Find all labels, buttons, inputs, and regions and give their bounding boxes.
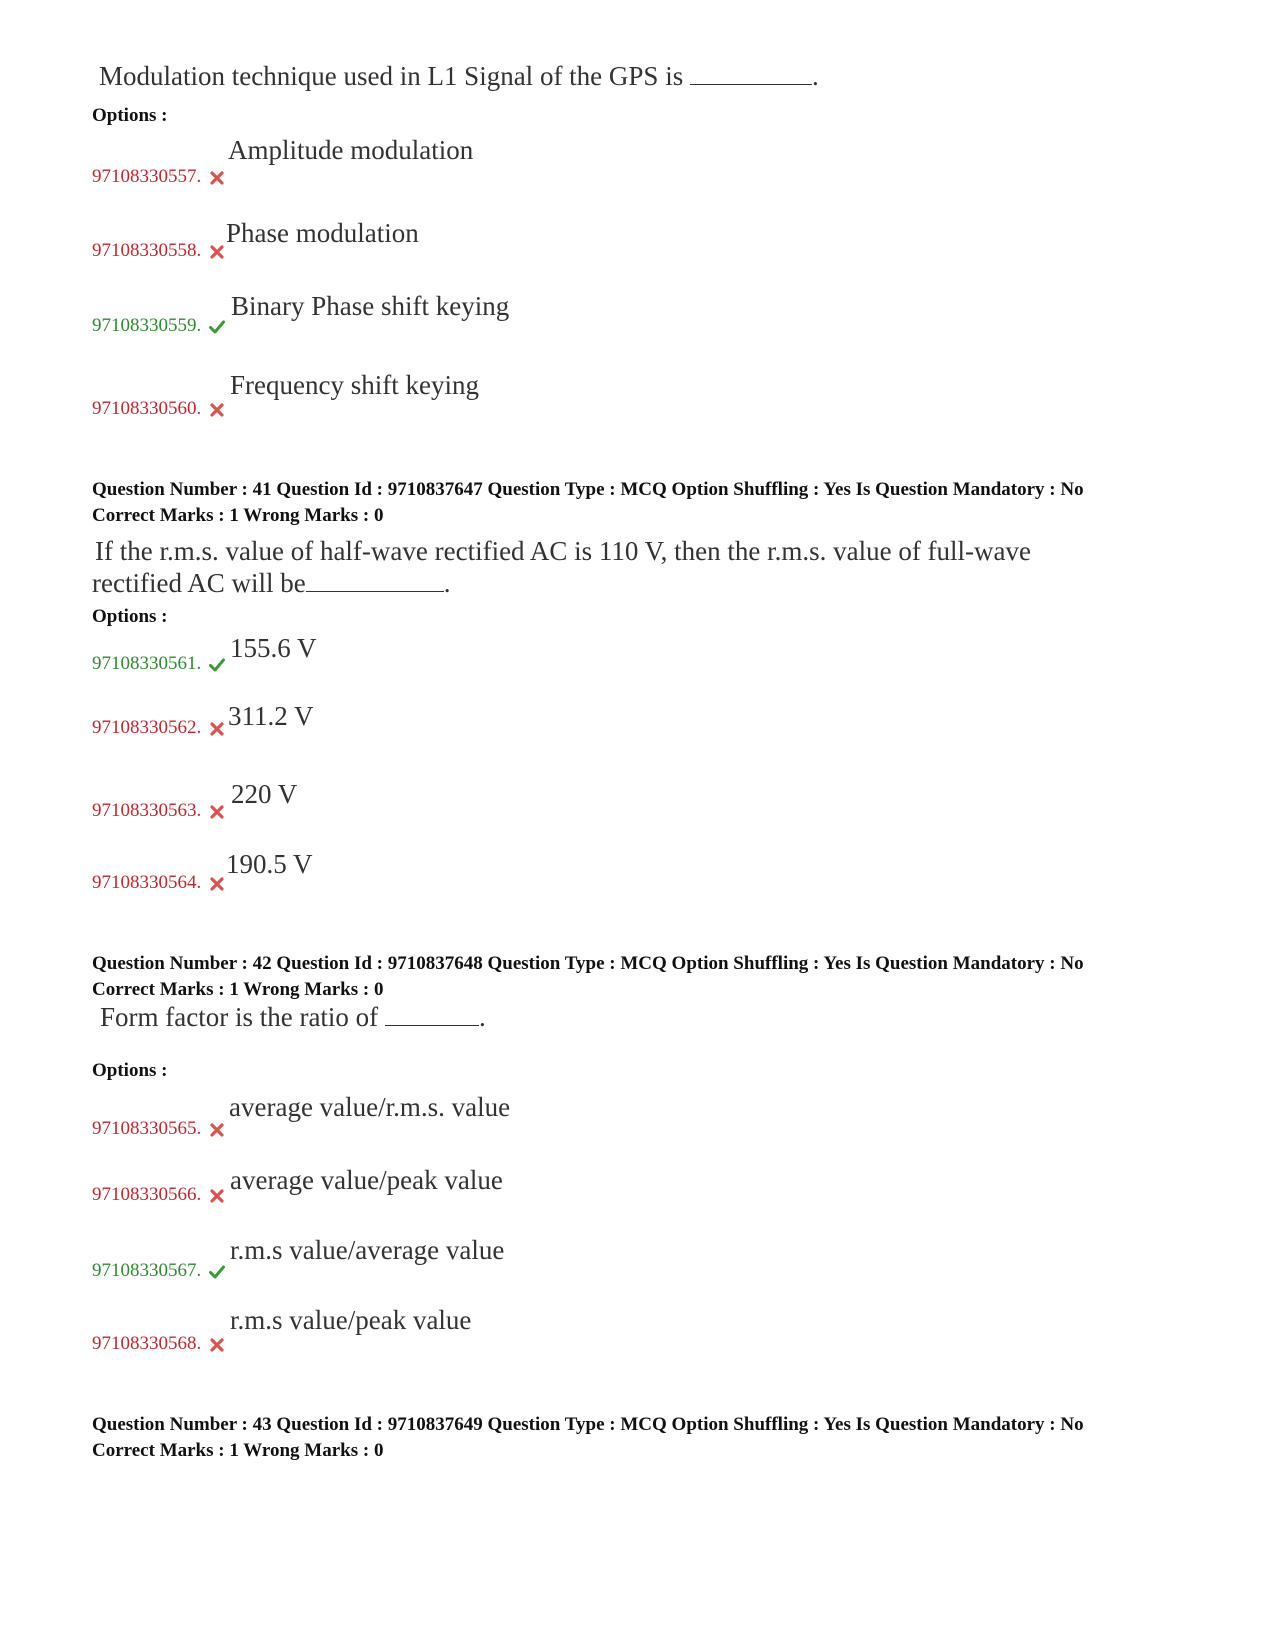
option-text: r.m.s value/peak value — [230, 1305, 472, 1335]
question-42-text — [100, 1001, 486, 1034]
question-42-stem: Form factor is the ratio of — [100, 1002, 379, 1032]
wrong-x-icon — [209, 876, 225, 892]
option-row — [92, 1260, 225, 1282]
question-end-mark: . — [443, 568, 451, 598]
option-id: 97108330564. — [92, 872, 202, 893]
option-row — [92, 398, 225, 420]
option-id: 97108330566. — [92, 1184, 202, 1205]
option-text: average value/r.m.s. value — [229, 1092, 511, 1122]
option-row — [92, 653, 225, 675]
question-42-meta — [92, 951, 1084, 1003]
wrong-x-icon — [209, 804, 225, 820]
option-text: 311.2 V — [228, 701, 314, 731]
option-row — [92, 1333, 225, 1355]
wrong-x-icon — [209, 1122, 225, 1138]
wrong-x-icon — [209, 721, 225, 737]
option-row — [92, 166, 225, 188]
options-label: Options : — [92, 1060, 168, 1081]
option-text: Binary Phase shift keying — [231, 291, 510, 321]
option-row — [92, 315, 225, 337]
option-row — [92, 800, 225, 822]
option-text: 190.5 V — [226, 849, 313, 879]
question-40-text — [99, 60, 819, 93]
options-label: Options : — [92, 105, 168, 126]
option-id: 97108330567. — [92, 1260, 202, 1281]
question-43-meta — [92, 1412, 1084, 1464]
answer-blank — [306, 567, 444, 592]
option-row — [92, 872, 225, 894]
options-label: Options : — [92, 606, 168, 627]
wrong-x-icon — [209, 170, 225, 186]
correct-check-icon — [209, 657, 225, 673]
question-41-text: If the r.m.s. value of half-wave rectified AC is 110 V, then the r.m.s. value of full-wave — [95, 536, 1032, 566]
question-40-stem: Modulation technique used in L1 Signal of the GPS is — [99, 61, 684, 91]
answer-blank — [690, 60, 812, 85]
question-end-mark: . — [478, 1002, 486, 1032]
option-id: 97108330560. — [92, 398, 202, 419]
option-text: Frequency shift keying — [230, 370, 479, 400]
wrong-x-icon — [209, 402, 225, 418]
marks-meta-line: Correct Marks : 1 Wrong Marks : 0 — [92, 505, 384, 526]
correct-check-icon — [209, 1264, 225, 1280]
question-41-stem-end: rectified AC will be — [92, 568, 306, 598]
question-meta-line: Question Number : 43 Question Id : 9710837649 Question Type : MCQ Option Shuffling : Yes Is Question Mandatory : No — [92, 1414, 1084, 1435]
question-41-meta — [92, 477, 1084, 529]
option-text: r.m.s value/average value — [230, 1235, 505, 1265]
option-text: 155.6 V — [230, 633, 317, 663]
option-id: 97108330561. — [92, 653, 202, 674]
option-id: 97108330559. — [92, 315, 202, 336]
option-id: 97108330565. — [92, 1118, 202, 1139]
option-row — [92, 240, 225, 262]
marks-meta-line: Correct Marks : 1 Wrong Marks : 0 — [92, 979, 384, 1000]
question-end-mark: . — [811, 61, 819, 91]
answer-blank — [385, 1001, 479, 1026]
option-text: Phase modulation — [226, 218, 419, 248]
option-text: 220 V — [231, 779, 298, 809]
option-row — [92, 1184, 225, 1206]
wrong-x-icon — [209, 1337, 225, 1353]
option-id: 97108330557. — [92, 166, 202, 187]
option-id: 97108330562. — [92, 717, 202, 738]
question-meta-line: Question Number : 41 Question Id : 9710837647 Question Type : MCQ Option Shuffling : Yes Is Question Mandatory : No — [92, 479, 1084, 500]
option-id: 97108330558. — [92, 240, 202, 261]
wrong-x-icon — [209, 1188, 225, 1204]
option-text: average value/peak value — [230, 1165, 503, 1195]
option-id: 97108330568. — [92, 1333, 202, 1354]
wrong-x-icon — [209, 244, 225, 260]
option-row — [92, 717, 225, 739]
question-41-text-continued — [92, 567, 450, 600]
correct-check-icon — [209, 319, 225, 335]
option-id: 97108330563. — [92, 800, 202, 821]
option-text: Amplitude modulation — [228, 135, 474, 165]
option-row — [92, 1118, 225, 1140]
question-meta-line: Question Number : 42 Question Id : 9710837648 Question Type : MCQ Option Shuffling : Yes Is Question Mandatory : No — [92, 953, 1084, 974]
marks-meta-line: Correct Marks : 1 Wrong Marks : 0 — [92, 1440, 384, 1461]
